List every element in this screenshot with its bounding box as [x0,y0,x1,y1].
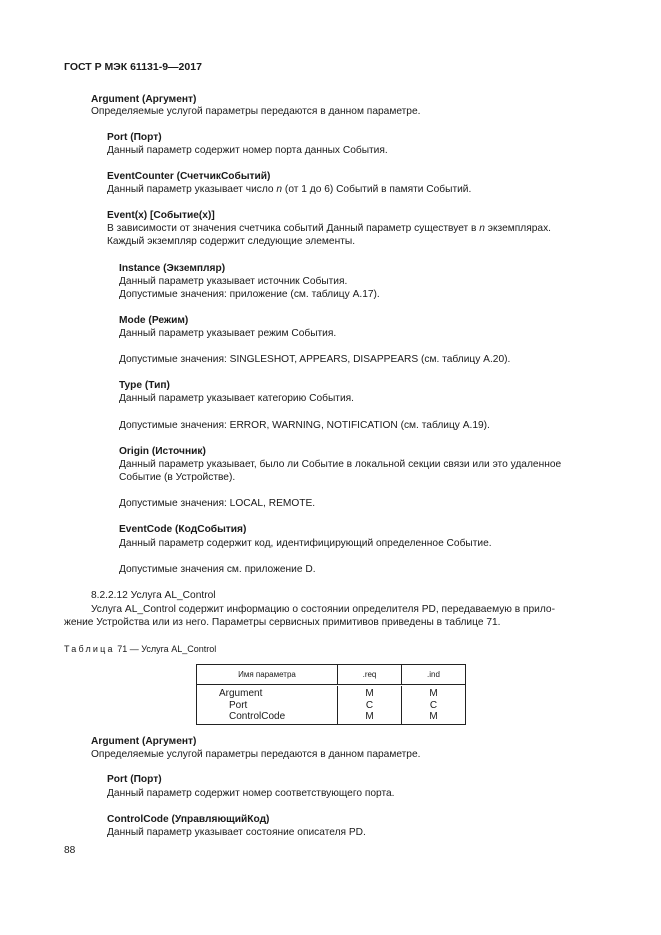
term-heading-l19: Origin (Источник) [119,446,206,457]
table-caption-label: Таблица [64,644,115,654]
ind-port: C [429,699,438,711]
ind-controlcode: M [429,711,438,722]
body-line-l15: Допустимые значения: SINGLESHOT, APPEARS, DISAPPEARS (см. таблицу А.20). [119,354,511,365]
document-header: ГОСТ Р МЭК 61131-9—2017 [64,61,202,73]
body-line-l20: Данный параметр указывает, было ли Событие в локальной секции связи или это удаленное [119,459,562,470]
term-heading-l29: Argument (Аргумент) [91,736,197,747]
body-line-l21: Событие (в Устройстве). [119,472,236,483]
term-heading-l5: EventCounter (СчетчикСобытий) [107,171,271,182]
term-heading-l31: Port (Порт) [107,774,162,785]
req-argument: M [365,688,374,699]
body-line-l11: Данный параметр указывает источник События. [119,276,348,287]
body-line-l32: Данный параметр содержит номер соответствующего порта. [107,788,395,799]
param-port: Port [229,699,248,711]
param-name-column [197,686,338,724]
body-line-l34: Данный параметр указывает состояние описателя PD. [107,827,366,838]
body-line-l9: Каждый экземпляр содержит следующие элементы. [107,236,356,247]
table-body-row [197,685,465,724]
req-port: C [365,699,374,711]
body-line-l27: Услуга AL_Control содержит информацию о состоянии определителя PD, передаваемую в прило- [91,604,555,615]
req-controlcode: M [365,711,374,722]
ind-argument: M [429,688,438,699]
body-line-l18: Допустимые значения: ERROR, WARNING, NOTIFICATION (см. таблицу А.19). [119,420,490,431]
param-argument: Argument [219,688,263,699]
term-heading-l7: Event(x) [Событие(x)] [107,210,215,221]
body-line-l25: Допустимые значения см. приложение D. [119,564,316,575]
term-heading-l10: Instance (Экземпляр) [119,263,226,274]
header-req: .req [338,665,402,684]
header-ind: .ind [427,670,440,679]
term-heading-l33: ControlCode (УправляющийКод) [107,814,270,825]
body-line-l17: Данный параметр указывает категорию События. [119,393,354,404]
body-line-l28: жение Устройства или из него. Параметры сервисных примитивов приведены в таблице 71. [64,617,501,628]
ind-column [402,686,465,724]
body-line-l12: Допустимые значения: приложение (см. таблицу А.17). [119,289,380,300]
term-heading-l3: Port (Порт) [107,132,162,143]
body-line-l30: Определяемые услугой параметры передаются в данном параметре. [91,749,421,760]
req-column [338,686,402,724]
body-line-l6: Данный параметр указывает число n (от 1 до 6) Событий в памяти Событий. [107,184,472,195]
body-line-l24: Данный параметр содержит код, идентифицирующий определенное Событие. [119,538,492,549]
term-heading-l16: Type (Тип) [119,380,170,391]
body-line-l14: Данный параметр указывает режим События. [119,328,337,339]
table-caption [64,643,216,656]
table-header-row [197,665,465,685]
body-line-l22: Допустимые значения: LOCAL, REMOTE. [119,498,316,509]
body-line-l4: Данный параметр содержит номер порта данных События. [107,145,388,156]
body-line-l2: Определяемые услугой параметры передаются в данном параметре. [91,106,421,117]
header-param-name: Имя параметра [197,665,338,684]
body-line-l26: 8.2.2.12 Услуга AL_Control [91,590,216,601]
term-heading-l1: Argument (Аргумент) [91,94,197,105]
table-71 [196,664,466,725]
term-heading-l23: EventCode (КодСобытия) [119,524,247,535]
table-caption-text: 71 — Услуга AL_Control [117,644,217,654]
param-controlcode: ControlCode [229,711,286,722]
body-line-l8: В зависимости от значения счетчика событий Данный параметр существует в n экземплярах. [107,223,551,234]
page-number: 88 [64,845,76,856]
term-heading-l13: Mode (Режим) [119,315,189,326]
